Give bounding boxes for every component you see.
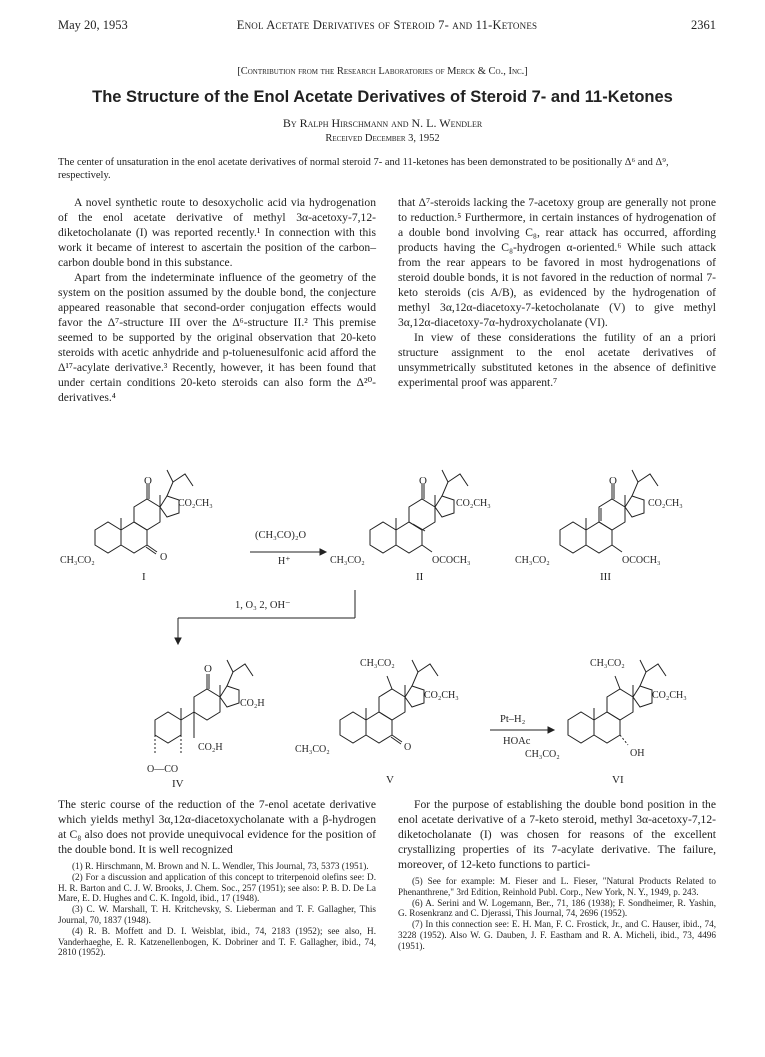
running-head-title: Enol Acetate Derivatives of Steroid 7- and 11-Ketones (236, 18, 538, 32)
paragraph: In view of these considerations the futility of an a priori structure assignment to the enol acetate derivatives of unsymmetrically substituted ketones in the absence of definitive experimental proof was apparent.⁷ (398, 331, 716, 389)
footnote: (7) In this connection see: E. H. Man, F. C. Frostick, Jr., and C. Hauser, ibid., 74, 3228 (1952). Also W. G. Dauben, J. F. Eastham and R. A. Micheli, ibid., 73, 4496 (1951). (398, 919, 716, 951)
compound-V-structure (340, 660, 438, 744)
compound-IV-acid2: CO₂H (198, 742, 223, 753)
abstract: The center of unsaturation in the enol acetate derivatives of normal steroid 7- and 11-ketones has been demonstrated to be positionally Δ⁶ and Δ⁹, respectively. (58, 157, 669, 181)
compound-I-acetate: CH₃CO₂ (60, 555, 95, 566)
label-VI: VI (612, 774, 624, 786)
compound-V-ester: CO₂CH₃ (424, 690, 459, 701)
compound-I-ester: CO₂CH₃ (178, 498, 213, 509)
compound-II-acetate: CH₃CO₂ (330, 555, 365, 566)
right-column-top (398, 195, 716, 390)
label-IV: IV (172, 778, 184, 790)
compound-VI-oh: OH (630, 748, 645, 759)
compound-II-ester: CO₂CH₃ (456, 498, 491, 509)
footnote: (2) For a discussion and application of this concept to triterpenoid olefins see: D. H. R. Barton and C. J. W. Brooks, J. Chem. Soc., 257 (1951); see also: P. B. D. De La Mare, E. D. Hughes and C. K. Ingold, ibid., 17 (1948). (58, 871, 376, 904)
compound-V-o7: O (404, 742, 412, 753)
compound-IV-lactone: O—CO (147, 764, 179, 775)
reagent-ozonolysis: 1, O₃ 2, OH⁻ (235, 600, 291, 611)
received-date: Received December 3, 1952 (325, 133, 440, 144)
compound-III-acetate: CH₃CO₂ (515, 555, 550, 566)
reagent-anhydride: (CH₃CO)₂O (255, 530, 307, 541)
compound-VI-structure (568, 660, 666, 745)
label-III: III (600, 571, 611, 583)
footnote: (6) A. Serini and W. Logemann, Ber., 71, 186 (1938); F. Sondheimer, R. Yashin, G. Rosenkranz and C. Djerassi, This Journal, 74, 2696 (1952). (398, 897, 716, 919)
footnote: (3) C. W. Marshall, T. H. Kritchevsky, S. Lieberman and T. F. Gallagher, This Journal, 70, 1837 (1948). (58, 904, 376, 925)
paragraph: A novel synthetic route to desoxycholic acid via hydrogenation of the enol acetate derivative of methyl 3α-acetoxy-7,12-diketocholanate (I) was reported recently.¹ In connection with this work it became of interest to ascertain the position of the carbon–carbon double bond in this substance. (58, 196, 376, 269)
compound-III-o12: O (609, 475, 617, 487)
reagent-acid: H⁺ (278, 556, 291, 567)
compound-V-acetate12: CH₃CO₂ (360, 658, 395, 669)
compound-VI-acetate12: CH₃CO₂ (590, 658, 625, 669)
compound-II-o12: O (419, 475, 427, 487)
running-head (58, 18, 716, 38)
left-column-top (58, 195, 376, 405)
footnote: (5) See for example: M. Fieser and L. Fieser, "Natural Products Related to Phenanthrene," 3rd Edition, Reinhold Publ. Corp., New York, N. Y., 1949, p. 243. (398, 876, 716, 897)
compound-I-o12: O (144, 475, 152, 487)
footnote: (1) R. Hirschmann, M. Brown and N. L. Wendler, This Journal, 73, 5373 (1951). (72, 861, 369, 871)
contribution-line: [Contribution from the Research Laboratories of Merck & Co., Inc.] (237, 66, 528, 77)
byline: By Ralph Hirschmann and N. L. Wendler (282, 116, 483, 130)
paragraph: Apart from the indeterminate influence of the geometry of the system on the position assumed by the double bond, the conjecture appeared reasonable that second-order conjugation effects would favor the Δ⁷-structure III over the Δ⁶-structure II.² This premise seemed to be supported by the original observation that 20-keto steroids with acetic anhydride and p-toluenesulfonic acid afford the Δ¹⁷-acylate derivative.³ Recently, however, it has been found that under certain conditions 20-keto steroids can also form the Δ²⁰-derivatives.⁴ (58, 271, 376, 404)
compound-IV-acid: CO₂H (240, 698, 265, 709)
compound-II-enol: OCOCH₃ (432, 555, 471, 566)
compound-IV-o12: O (204, 663, 212, 675)
compound-III-enol: OCOCH₃ (622, 555, 661, 566)
left-column-bottom (58, 797, 376, 958)
label-II: II (416, 571, 424, 583)
compound-V-acetate3: CH₃CO₂ (295, 744, 330, 755)
article-title: The Structure of the Enol Acetate Derivatives of Steroid 7- and 11-Ketones (92, 88, 673, 106)
label-V: V (386, 774, 394, 786)
paragraph: For the purpose of establishing the double bond position in the enol acetate derivative of a 7-keto steroid, methyl 3α-acetoxy-7,12-diketocholanate (I) was chosen for reasons of the excellent crystallizing properties of its 7-acylate derivative. The failure, moreover, of 12-keto functions to partici- (398, 798, 716, 871)
compound-VI-acetate3: CH₃CO₂ (525, 749, 560, 760)
compound-I-o7: O (160, 552, 168, 563)
compound-III-ester: CO₂CH₃ (648, 498, 683, 509)
reagent-hydrogen: Pt–H₂ (500, 714, 526, 725)
right-column-bottom (398, 797, 716, 952)
footnote: (4) R. B. Moffett and D. I. Weisblat, ibid., 74, 2183 (1952); see also, H. Vanderhaeghe, E. R. Katzenellenbogen, K. Dobriner and T. F. Gallagher, ibid., 74, 2810 (1952). (58, 925, 376, 958)
label-I: I (142, 571, 146, 583)
reagent-hoac: HOAc (503, 736, 531, 747)
page-number: 2361 (691, 18, 716, 32)
compound-VI-ester: CO₂CH₃ (652, 690, 687, 701)
paragraph: The steric course of the reduction of the 7-enol acetate derivative which yields methyl 3α,12α-diacetoxycholanate with a β-hydrogen at C₈ also does not provide unequivocal evidence for the position of the double bond. It is well recognized (58, 798, 376, 856)
running-head-date: May 20, 1953 (58, 18, 128, 32)
paragraph: that Δ⁷-steroids lacking the 7-acetoxy group are generally not prone to reduction.⁵ Furthermore, in certain instances of hydrogenation of a double bond involving C₈, rear attack has occurred, affording products having the C₈-hydrogen α-oriented.⁶ While such attack from the rear appears to be favored in most hydrogenations of steroid double bonds, it is not favored in the reduction of normal 7-keto steroids (cis A/B), as evidenced by the hydrogenation of methyl 3α,12α-diacetoxy-7-ketocholanate (V) to give methyl 3α,12α-diacetoxy-7α-hydroxycholanate (VI). (398, 196, 716, 329)
